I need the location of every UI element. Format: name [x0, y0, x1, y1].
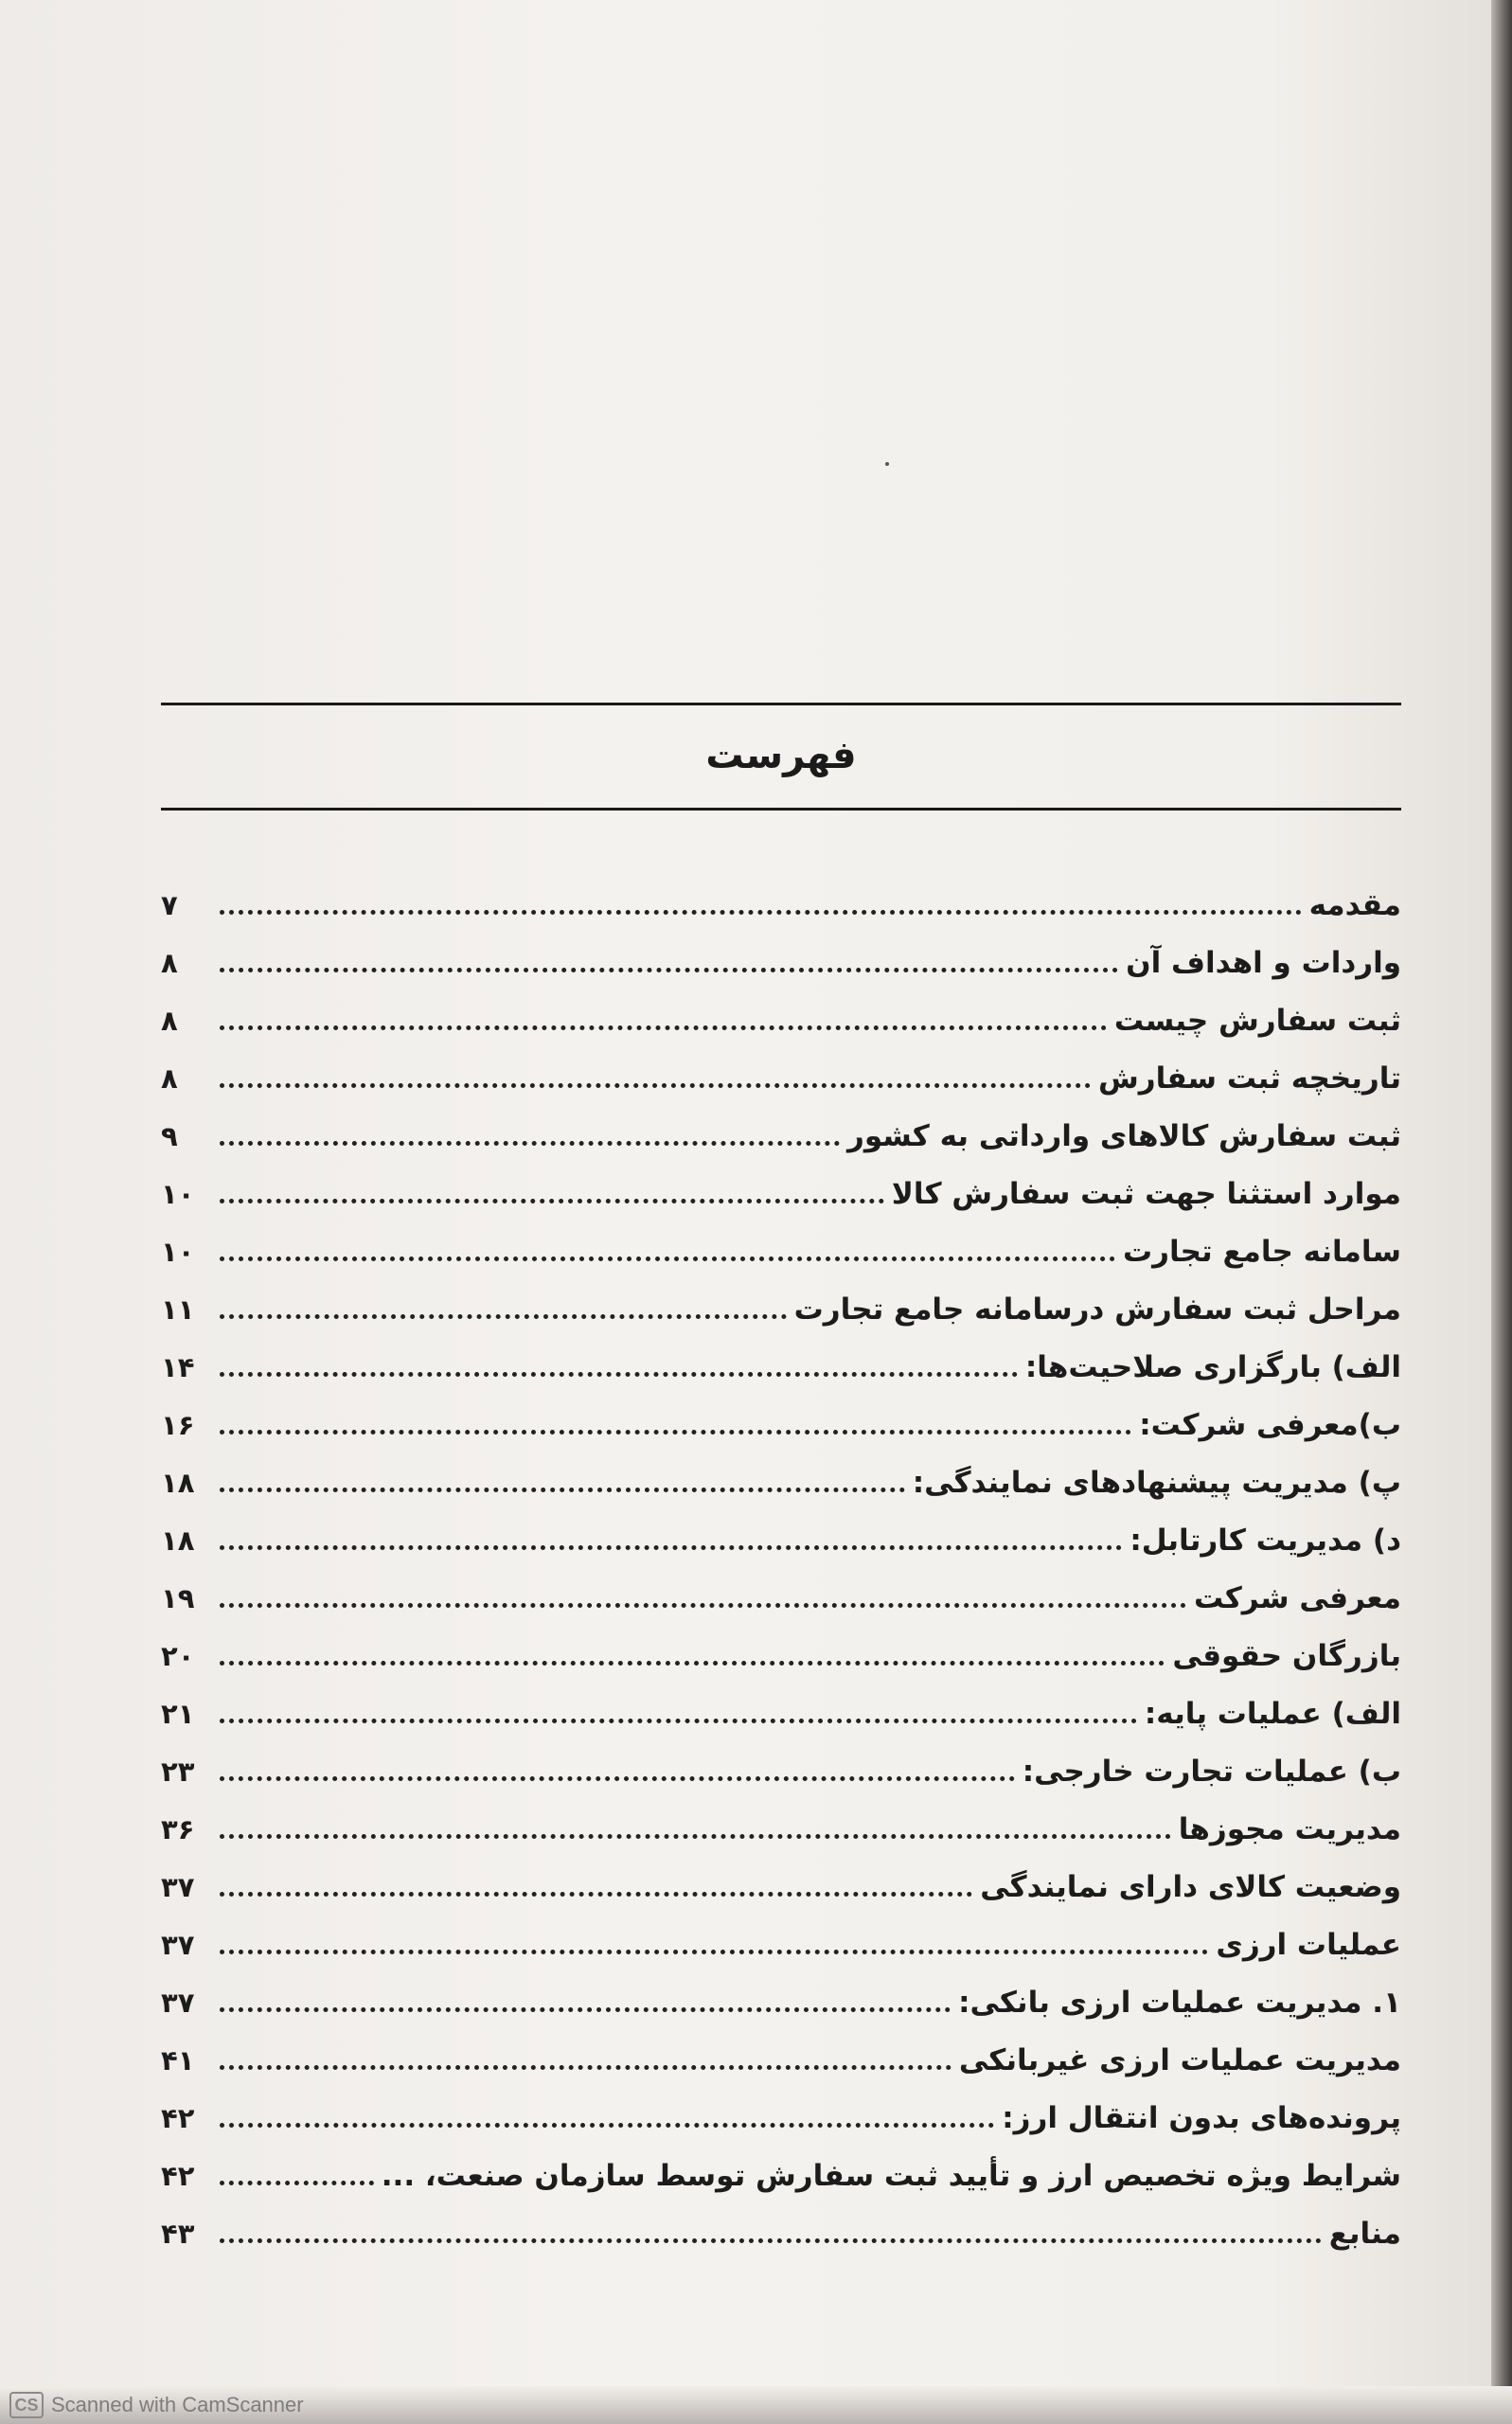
toc-entry-label: بازرگان حقوقی [1172, 1638, 1401, 1673]
toc-entry-page: ۴۲ [161, 2101, 195, 2134]
toc-entry-page: ۱۰ [161, 1235, 195, 1268]
toc-entry-label: پ) مدیریت پیشنهادهای نمایندگی: [912, 1465, 1401, 1500]
toc-entry-label: مدیریت مجوزها [1178, 1811, 1401, 1846]
toc-entry-page: ۴۳ [161, 2217, 195, 2250]
toc-entry [161, 991, 1401, 1049]
toc-entry-label: منابع [1328, 2216, 1401, 2251]
toc-entry [161, 1973, 1401, 2031]
toc-entry-page: ۲۳ [161, 1755, 195, 1788]
toc-dot-leader [220, 2181, 374, 2185]
paper-speck [885, 462, 889, 466]
toc-entry [161, 1684, 1401, 1742]
toc-entry [161, 1858, 1401, 1916]
toc-entry-label: معرفی شرکت [1193, 1580, 1401, 1615]
toc-entry [161, 1916, 1401, 1973]
watermark-text: Scanned with CamScanner [51, 2393, 304, 2416]
toc-entry [161, 1222, 1401, 1280]
toc-entry [161, 1800, 1401, 1858]
toc-entry-page: ۳۷ [161, 1870, 195, 1903]
toc-entry-label: د) مدیریت کارتابل: [1130, 1523, 1401, 1558]
camscanner-logo-icon: CS [9, 2392, 44, 2418]
toc-entry-label: الف) بارگزاری صلاحیت‌ها: [1024, 1349, 1401, 1384]
toc-entry [161, 1280, 1401, 1338]
title-bottom-rule [161, 808, 1401, 811]
toc-entry-label: موارد استثنا جهت ثبت سفارش کالا [891, 1176, 1401, 1211]
toc-dot-leader [220, 1776, 1015, 1781]
toc-entry-page: ۱۹ [161, 1581, 195, 1614]
page-edge-shadow [1491, 0, 1512, 2424]
toc-entry-page: ۲۱ [161, 1697, 195, 1730]
toc-entry-label: ثبت سفارش کالاهای وارداتی به کشور [846, 1118, 1401, 1153]
toc-entry [161, 1627, 1401, 1684]
toc-dot-leader [220, 1950, 1208, 1954]
toc-entry [161, 2204, 1401, 2262]
toc-dot-leader [220, 2007, 951, 2012]
toc-entry [161, 2147, 1401, 2204]
toc-entry-label: مقدمه [1308, 887, 1401, 922]
toc-entry-page: ۴۲ [161, 2159, 195, 2192]
toc-entry-page: ۳۷ [161, 1986, 195, 2019]
toc-title: فهرست [705, 734, 857, 777]
toc-entry-label: واردات و اهداف آن [1126, 945, 1401, 980]
toc-dot-leader [220, 1141, 840, 1146]
toc-dot-leader [220, 1719, 1137, 1723]
toc-dot-leader [220, 1892, 972, 1897]
toc-entry-label: تاریخچه ثبت سفارش [1097, 1060, 1401, 1096]
toc-entry-page: ۱۱ [161, 1292, 195, 1326]
toc-dot-leader [220, 1314, 787, 1319]
toc-entry-page: ۹ [161, 1119, 178, 1152]
toc-entry-label: شرایط ویژه تخصیص ارز و تأیید ثبت سفارش توسط سازمان صنعت، ... [381, 2158, 1401, 2193]
toc-entry-page: ۱۶ [161, 1408, 195, 1441]
toc-list [161, 876, 1401, 2262]
toc-dot-leader [220, 910, 1302, 915]
toc-entry [161, 1049, 1401, 1107]
toc-entry [161, 1165, 1401, 1222]
toc-entry [161, 1453, 1401, 1511]
toc-entry-page: ۸ [161, 1061, 178, 1095]
toc-dot-leader [220, 2065, 952, 2070]
toc-dot-leader [220, 1834, 1171, 1839]
toc-entry [161, 1338, 1401, 1396]
toc-dot-leader [220, 1199, 884, 1203]
toc-entry-label: الف) عملیات پایه: [1144, 1696, 1401, 1731]
toc-entry-page: ۱۸ [161, 1466, 195, 1499]
toc-dot-leader [220, 1603, 1186, 1608]
toc-dot-leader [220, 968, 1118, 972]
toc-entry-page: ۱۸ [161, 1524, 195, 1557]
toc-dot-leader [220, 1488, 905, 1492]
toc-entry-page: ۸ [161, 1004, 178, 1037]
toc-entry-page: ۴۱ [161, 2043, 195, 2076]
toc-entry-label: پرونده‌های بدون انتقال ارز: [1002, 2100, 1401, 2135]
toc-entry-page: ۳۶ [161, 1812, 195, 1845]
toc-entry [161, 1569, 1401, 1627]
toc-entry-page: ۳۷ [161, 1928, 195, 1961]
toc-dot-leader [220, 1025, 1107, 1030]
toc-entry [161, 876, 1401, 934]
toc-dot-leader [220, 1545, 1122, 1550]
toc-entry-label: مراحل ثبت سفارش درسامانه جامع تجارت [793, 1292, 1401, 1327]
toc-dot-leader [220, 2123, 994, 2128]
toc-entry [161, 2089, 1401, 2147]
toc-dot-leader [220, 1257, 1115, 1261]
toc-entry [161, 1742, 1401, 1800]
toc-entry [161, 2031, 1401, 2089]
toc-entry-page: ۸ [161, 946, 178, 979]
toc-entry [161, 934, 1401, 991]
toc-entry-label: وضعیت کالای دارای نمایندگی [980, 1869, 1401, 1904]
toc-entry-page: ۷ [161, 888, 178, 921]
toc-entry-label: مدیریت عملیات ارزی غیربانکی [958, 2042, 1401, 2077]
toc-entry-label: ب)معرفی شرکت: [1139, 1407, 1401, 1442]
toc-entry-label: عملیات ارزی [1216, 1927, 1401, 1962]
toc-dot-leader [220, 1372, 1018, 1377]
toc-dot-leader [220, 1661, 1165, 1666]
title-top-rule [161, 703, 1401, 705]
toc-dot-leader [220, 1430, 1131, 1435]
camscanner-watermark [9, 2392, 304, 2418]
toc-entry-page: ۱۰ [161, 1177, 195, 1210]
toc-entry-label: ۱. مدیریت عملیات ارزی بانکی: [958, 1985, 1401, 2020]
toc-dot-leader [220, 2238, 1322, 2243]
toc-entry-page: ۱۴ [161, 1350, 195, 1383]
toc-dot-leader [220, 1083, 1091, 1088]
toc-entry [161, 1396, 1401, 1453]
toc-entry [161, 1107, 1401, 1165]
toc-entry-page: ۲۰ [161, 1639, 195, 1672]
toc-entry-label: سامانه جامع تجارت [1123, 1234, 1401, 1269]
toc-entry-label: ثبت سفارش چیست [1113, 1003, 1401, 1038]
toc-entry-label: ب) عملیات تجارت خارجی: [1022, 1754, 1401, 1789]
toc-entry [161, 1511, 1401, 1569]
